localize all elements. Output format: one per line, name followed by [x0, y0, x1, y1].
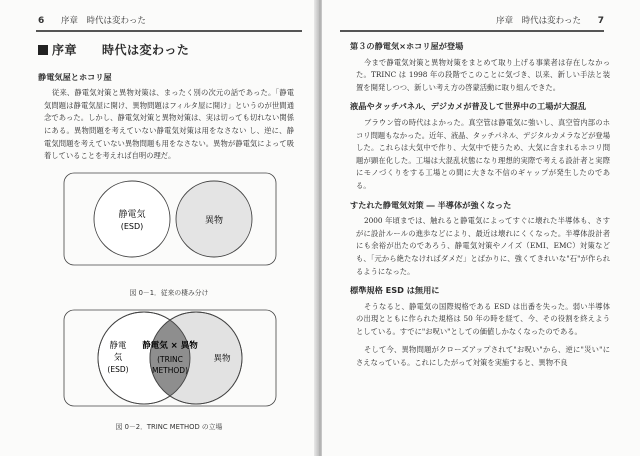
right-section-heading-1: 第３の静電気×ホコリ屋が登場 [350, 41, 464, 51]
left-page [0, 0, 318, 456]
figure-0-2 [44, 308, 294, 433]
figure-0-2-diagram [44, 308, 294, 412]
figure-0-2-esd-label-1: 静電 [109, 340, 127, 351]
right-running-head-text: 序章 時代は変わった [496, 16, 582, 26]
right-section-paragraph-1: 今まで静電気対策と異物対策をまとめて取り上げる事業者は存在しなかった。TRINC は 1998 年の段階でこのことに気づき、以来、新しい手法と装置を開発しつつ、新しい考え方の啓蒙活動に取り組んできた。 [356, 57, 610, 92]
right-section-paragraph-2: ブラウン管の時代はよかった。真空管は静電気に強いし、真空管内部のホコリ問題もなかった。近年、液晶、タッチパネル、デジタルカメラなどが登場した。これらは大気中で作り、大気中で使うため、大気に含まれるホコリ問題が顕在化した。工場は大混乱状態になり理想的実際で考える設計者と実際にモノづくりをする工場との間に大きな不信のギャップが発生したのである。 [356, 117, 610, 190]
figure-0-2-center-label-1: 静電気 × 異物 [142, 340, 198, 351]
figure-0-2-center-label-2: (TRINC [157, 354, 183, 364]
figure-0-1 [44, 171, 294, 300]
figure-0-1-caption: 図 0－1．従来の棲み分け [129, 289, 209, 298]
right-section-heading-2: 液晶やタッチパネル、デジカメが普及して世界中の工場が大混乱 [350, 101, 587, 112]
section-heading-1: 静電気屋とホコリ屋 [38, 71, 112, 82]
figure-0-2-foreign-label: 異物 [213, 353, 231, 364]
left-body [38, 40, 294, 433]
left-running-head [38, 14, 302, 28]
figure-0-1-diagram [44, 171, 294, 279]
right-section-paragraph-4b: そして今、異物問題がクローズアップされて"お呪い"から、逆に"災い"にさえなっている。これにしたがって対策を実施すると、異物不良 [356, 345, 610, 368]
left-header-rule [36, 30, 302, 32]
right-section-heading-3: すたれた静電気対策 ― 半導体が強くなった [350, 199, 512, 210]
right-section-heading-4: 標準規格 ESD は無用に [350, 285, 440, 296]
figure-0-2-caption: 図 0－2．TRINC METHOD の立場 [115, 422, 223, 431]
right-section-paragraph-4a: そうなると、静電気の国際規格である ESD は出番を失った。弱い半導体の出現とともに作られた規格は 50 年の時を経て、今、その役割を終えようとしている。すでに"お呪い"としての価値しかなくなったのである。 [356, 301, 610, 336]
figure-0-1-foreign-label: 異物 [204, 215, 224, 226]
right-body [350, 40, 610, 376]
figure-0-2-center-label-3: METHOD) [151, 365, 189, 375]
chapter-square-icon [38, 45, 48, 55]
right-section-paragraph-3: 2000 年頃までは、触れると静電気によってすぐに壊れた半導体も、さすがに設計ルールの進歩などにより、最近は壊れにくくなった。半導体設計者にも余裕が出たのであろう、静電気対策やノイズ（EMI、EMC）対策なども、「元から絶たなければダメだ」とばかりに、強くてきれいな"石"が作られるようになった。 [356, 216, 610, 276]
right-running-head [340, 14, 604, 28]
section-paragraph-1: 従来、静電気対策と異物対策は、まったく別の次元の話であった。「静電気問題は静電気屋に開け、異物問題はフィルタ屋に開け」というのが世間通念であった。しかし、静電気対策と異物対策は、実は切っても切れない関係にある。異物問題を考えていない静電気対策は用をなさない し、逆に、静電気問題を考えていない異物問題も用をなさない。異物が静電気によって吸着していることを考えれば自明の理だ。 [44, 88, 294, 161]
figure-0-2-esd-label-3: (ESD) [107, 364, 129, 374]
figure-0-2-esd-label-2: 気 [113, 352, 123, 363]
chapter-title: 序章 時代は変わった [38, 44, 294, 57]
right-page-number: 7 [597, 16, 604, 26]
right-page [322, 0, 640, 456]
left-page-number: 6 [38, 16, 45, 26]
figure-0-1-esd-label-2: (ESD) [120, 221, 144, 231]
right-header-rule [340, 30, 604, 32]
figure-0-1-esd-label-1: 静電気 [118, 209, 146, 220]
left-running-head-text: 序章 時代は変わった [60, 16, 146, 26]
